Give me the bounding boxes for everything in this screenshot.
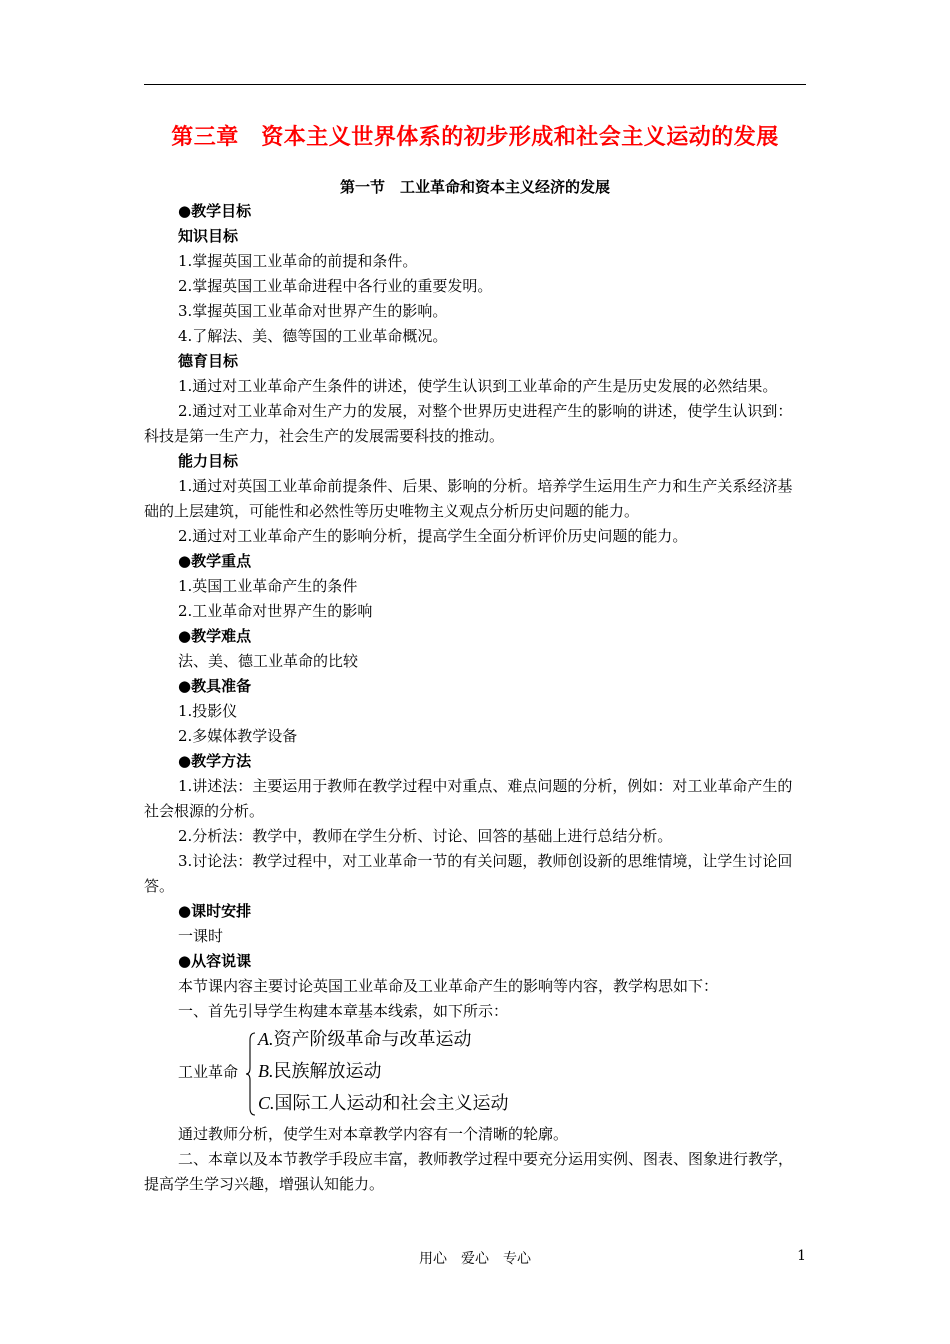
paragraph: 2.通过对工业革命对生产力的发展，对整个世界历史进程产生的影响的讲述，使学生认识到：科技是第一生产力，社会生产的发展需要科技的推动。 [144,402,793,445]
outline-branch [258,1090,509,1117]
branch-text: 民族解放运动 [273,1061,382,1082]
key-points-heading: ●教学重点 [178,552,252,570]
curly-brace-icon [246,1032,256,1116]
chapter-outline-diagram [144,1026,806,1122]
list-item: 1.投影仪 [178,702,238,720]
objectives-heading: ●教学目标 [178,202,252,220]
schedule-heading: ●课时安排 [178,902,252,920]
branch-letter: B. [258,1061,274,1081]
page-number: 1 [797,1248,806,1264]
outline-root: 工业革命 [178,1063,239,1081]
paragraph: 2.通过对工业革命产生的影响分析，提高学生全面分析评价历史问题的能力。 [178,527,688,545]
footer-motto: 用心 爱心 专心 [419,1251,531,1267]
paragraph: 1.通过对工业革命产生条件的讲述，使学生认识到工业革命的产生是历史发展的必然结果。 [178,377,778,395]
list-item: 1.掌握英国工业革命的前提和条件。 [178,252,418,270]
branch-text: 国际工人运动和社会主义运动 [274,1093,509,1114]
paragraph: 3.讨论法：教学过程中，对工业革命一节的有关问题，教师创设新的思维情境，让学生讨论回答。 [144,852,793,895]
outline-branch [258,1058,382,1085]
branch-letter: C. [258,1093,275,1113]
schedule-text: 一课时 [178,927,224,945]
outline-branch [258,1026,472,1053]
ability-objectives-heading: 能力目标 [178,452,239,470]
methods-heading: ●教学方法 [178,752,252,770]
paragraph: 通过教师分析，使学生对本章教学内容有一个清晰的轮廓。 [178,1125,569,1143]
paragraph: 2.分析法：教学中，教师在学生分析、讨论、回答的基础上进行总结分析。 [178,827,673,845]
branch-text: 资产阶级革命与改革运动 [273,1029,472,1050]
document-body [144,199,806,1197]
list-item: 2.掌握英国工业革命进程中各行业的重要发明。 [178,277,493,295]
moral-objectives-heading: 德育目标 [178,352,239,370]
section-title: 第一节 工业革命和资本主义经济的发展 [339,178,610,196]
header-rule [144,84,806,85]
knowledge-objectives-heading: 知识目标 [178,227,239,245]
branch-letter: A. [258,1029,274,1049]
difficulties-text: 法、美、德工业革命的比较 [178,652,359,670]
paragraph: 1.通过对英国工业革命前提条件、后果、影响的分析。培养学生运用生产力和生产关系经济基础的上层建筑，可能性和必然性等历史唯物主义观点分析历史问题的能力。 [144,477,793,520]
list-item: 1.英国工业革命产生的条件 [178,577,358,595]
paragraph: 一、首先引导学生构建本章基本线索，如下所示： [178,1002,509,1020]
list-item: 2.多媒体教学设备 [178,727,298,745]
equipment-heading: ●教具准备 [178,677,252,695]
difficulties-heading: ●教学难点 [178,627,252,645]
list-item: 3.掌握英国工业革命对世界产生的影响。 [178,302,448,320]
paragraph: 1.讲述法：主要运用于教师在教学过程中对重点、难点问题的分析，例如：对工业革命产生的社会根源的分析。 [144,777,793,820]
paragraph: 二、本章以及本节教学手段应丰富，教师教学过程中要充分运用实例、图表、图象进行教学，提高学生学习兴趣，增强认知能力。 [144,1150,794,1193]
chapter-title: 第三章 资本主义世界体系的初步形成和社会主义运动的发展 [171,125,779,150]
paragraph: 本节课内容主要讨论英国工业革命及工业革命产生的影响等内容，教学构思如下： [178,977,719,995]
list-item: 2.工业革命对世界产生的影响 [178,602,373,620]
lesson-heading: ●从容说课 [178,952,252,970]
list-item: 4.了解法、美、德等国的工业革命概况。 [178,327,448,345]
